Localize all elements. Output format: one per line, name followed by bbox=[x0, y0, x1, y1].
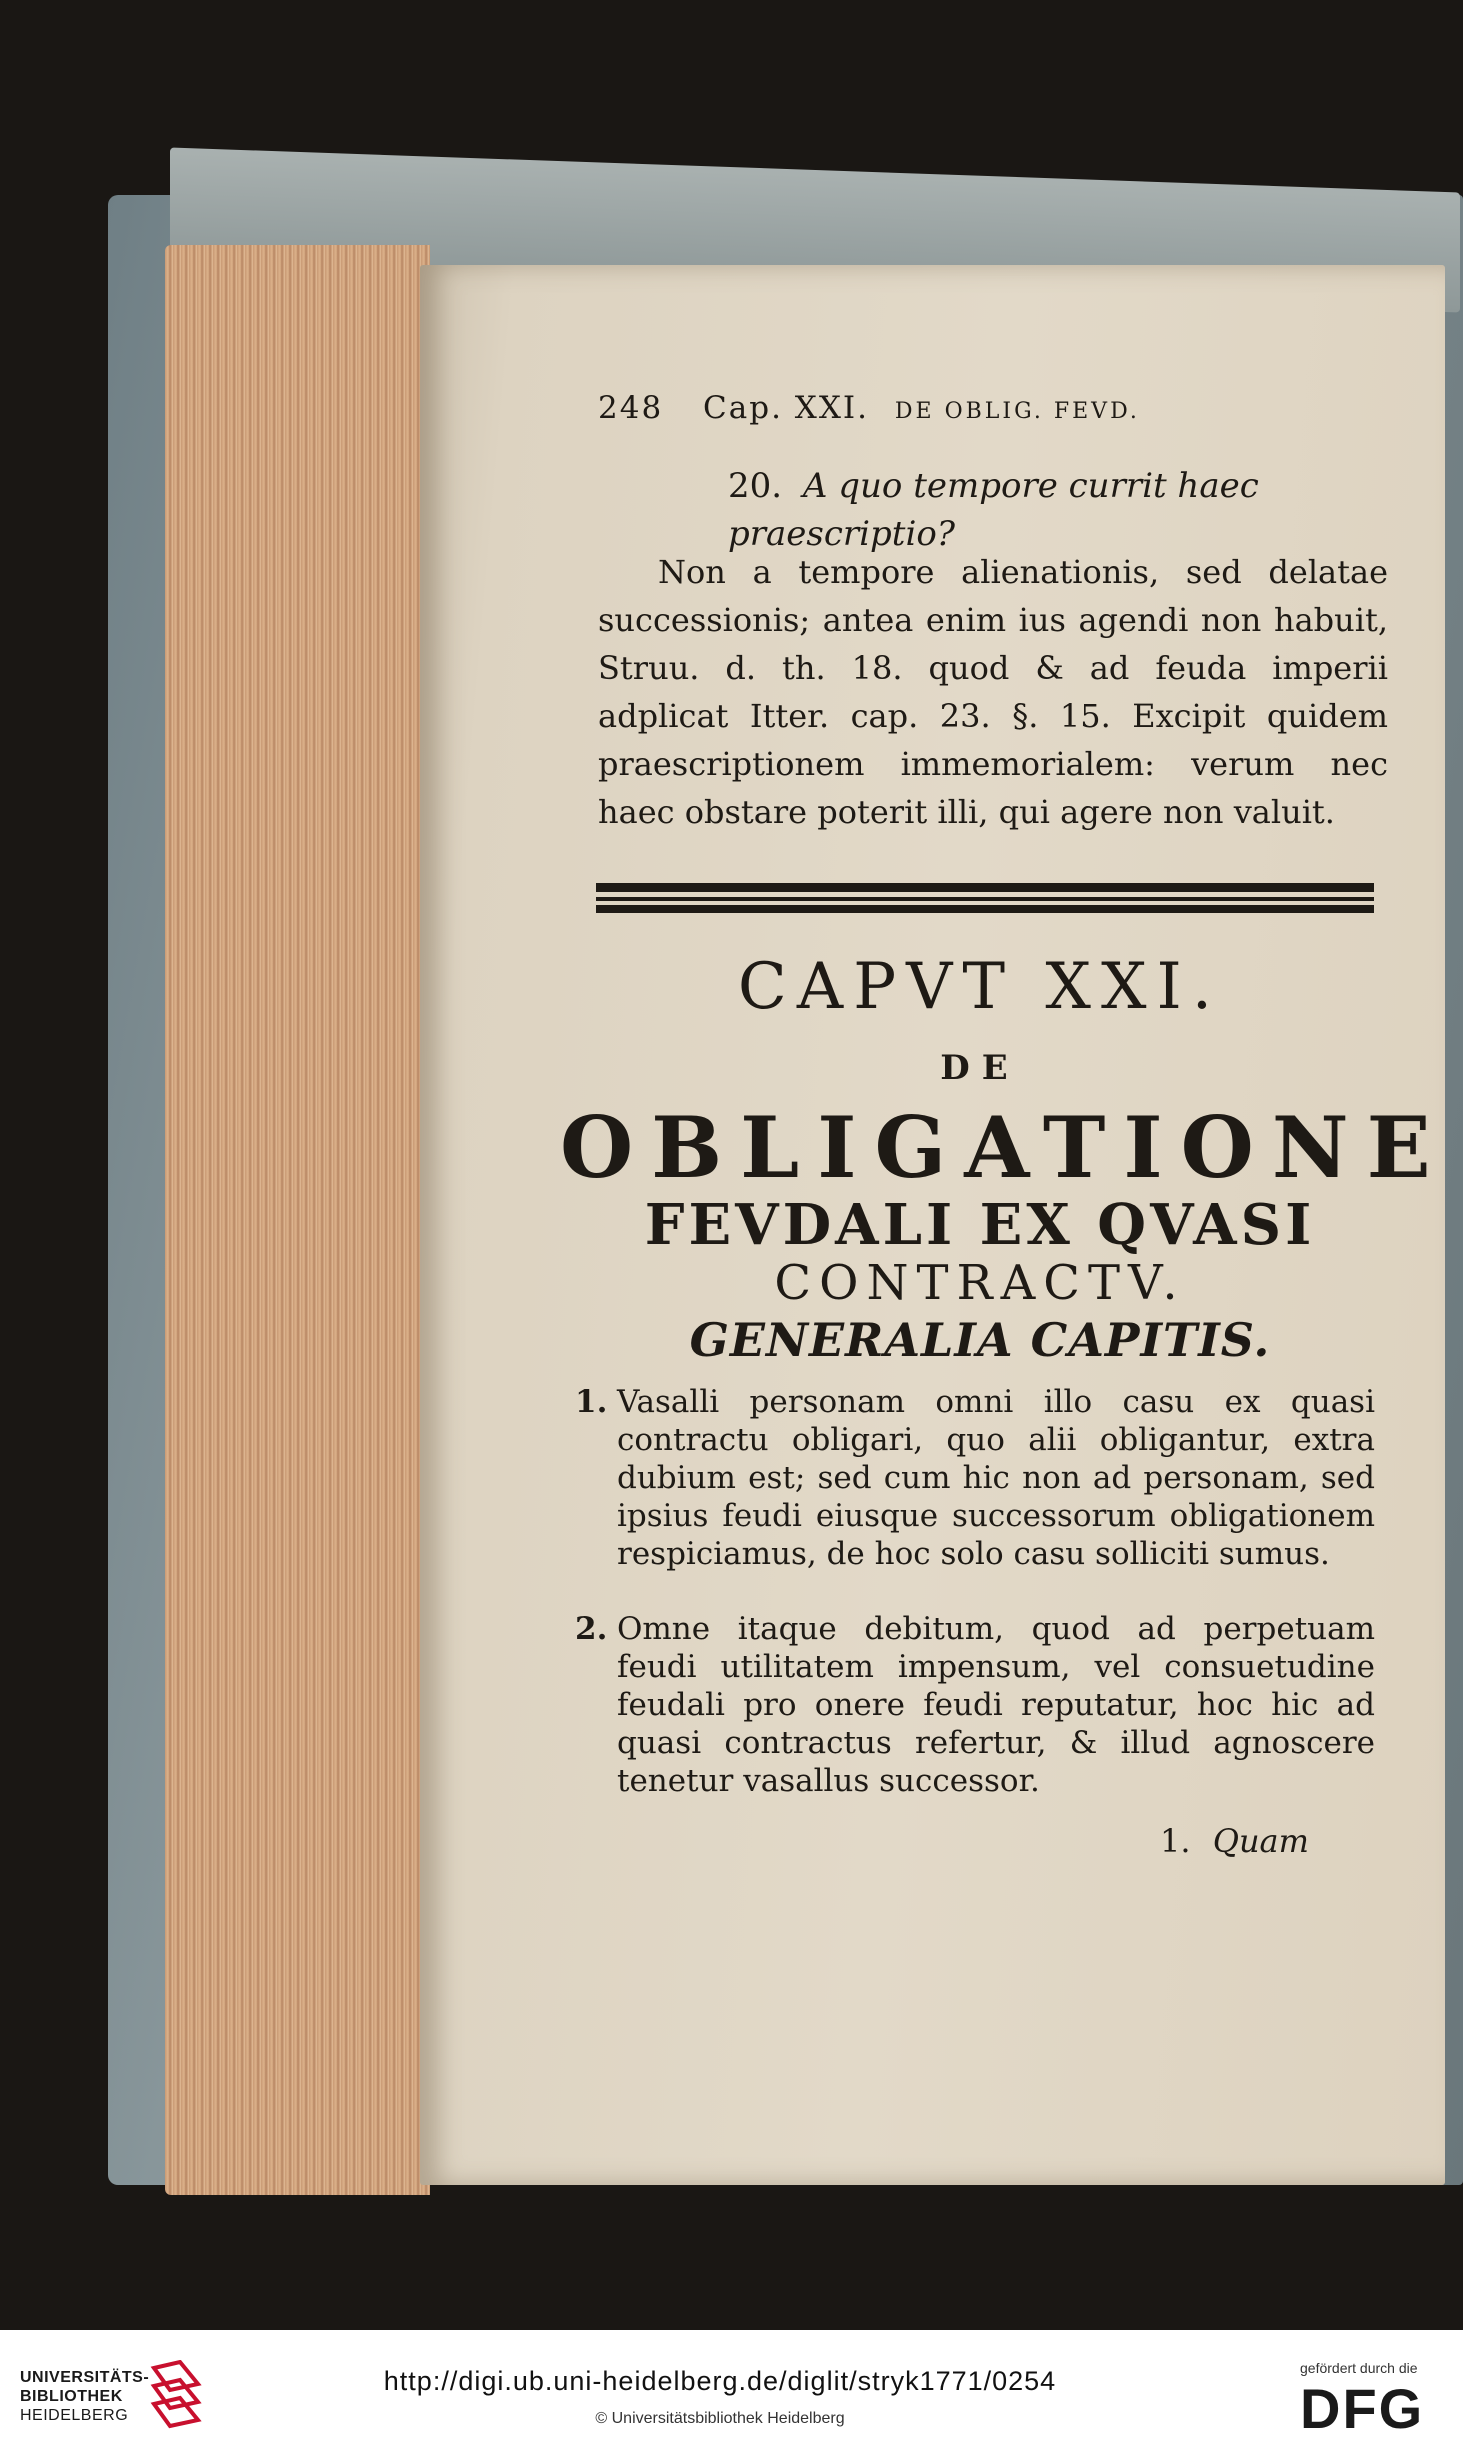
running-head-title: DE OBLIG. FEVD. bbox=[894, 399, 1140, 424]
item-number: 1. bbox=[575, 1384, 608, 1420]
question-heading bbox=[728, 462, 1288, 558]
paragraph-1: Non a tempore alienationis, sed delatae successionis; antea enim ius agendi non habuit, Struu. d. th. 18. quod & ad feuda imperii adplicat Itter. cap. 23. §. 15. Excipit quidem praescriptionem immemorialem: verum nec haec obstare poterit illi, qui agere non valuit. bbox=[598, 553, 1388, 831]
library-line-3: HEIDELBERG bbox=[20, 2407, 129, 2424]
rule-thick-bottom bbox=[596, 905, 1374, 913]
chapter-subtitle-2: CONTRACTV. bbox=[774, 1255, 1186, 1311]
item-text: Omne itaque debitum, quod ad perpetuam feudi utilitatem impensum, vel consuetudine feudali pro onere feudi reputatur, hoc hic ad quasi contractus refertur, & illud agnoscere tenetur vasallus successor. bbox=[617, 1611, 1375, 1799]
dfg-logo: DFG bbox=[1300, 2377, 1425, 2440]
item-number: 2. bbox=[575, 1611, 608, 1647]
library-logo-text bbox=[20, 2368, 250, 2425]
chapter-main-title: OBLIGATIONE bbox=[560, 1098, 1449, 1197]
running-head bbox=[598, 390, 1278, 426]
chapter-subtitle-1: FEVDALI EX QVASI bbox=[644, 1192, 1316, 1258]
permalink-url[interactable]: http://digi.ub.uni-heidelberg.de/diglit/stryk1771/0254 bbox=[383, 2366, 1057, 2396]
page-edges bbox=[165, 245, 430, 2195]
library-logo-icon bbox=[150, 2360, 202, 2432]
chapter-title: CAPVT XXI. bbox=[737, 950, 1223, 1024]
numbered-item-1 bbox=[575, 1383, 1375, 1573]
rule-thin-middle bbox=[596, 897, 1374, 901]
catchword-text: Quam bbox=[1212, 1822, 1309, 1860]
question-number: 20. bbox=[728, 466, 783, 506]
ornamental-rule bbox=[596, 883, 1374, 913]
item-text: Vasalli personam omni illo casu ex quasi contractu obligari, quo alii obligantur, extra dubium est; sed cum hic non ad personam, sed ipsius feudi eiusque successorum obligationem respiciamus, de hoc solo casu solliciti sumus. bbox=[617, 1384, 1375, 1572]
numbered-item-2 bbox=[575, 1610, 1375, 1800]
catchword bbox=[1160, 1822, 1309, 1860]
footer-bar bbox=[0, 2330, 1463, 2445]
page-number: 248 bbox=[598, 390, 664, 426]
library-line-1: UNIVERSITÄTS- bbox=[20, 2369, 150, 2386]
section-heading: GENERALIA CAPITIS. bbox=[689, 1313, 1271, 1367]
rule-thick-top bbox=[596, 883, 1374, 892]
copyright-notice: © Universitätsbibliothek Heidelberg bbox=[595, 2410, 845, 2427]
chapter-de: DE bbox=[940, 1048, 1020, 1088]
question-text: A quo tempore currit haec praescriptio? bbox=[728, 466, 1259, 554]
running-head-chapter: Cap. XXI. bbox=[703, 390, 870, 426]
funded-by-label: gefördert durch die bbox=[1300, 2360, 1418, 2376]
catchword-number: 1. bbox=[1160, 1822, 1191, 1860]
library-line-2: BIBLIOTHEK bbox=[20, 2388, 123, 2405]
